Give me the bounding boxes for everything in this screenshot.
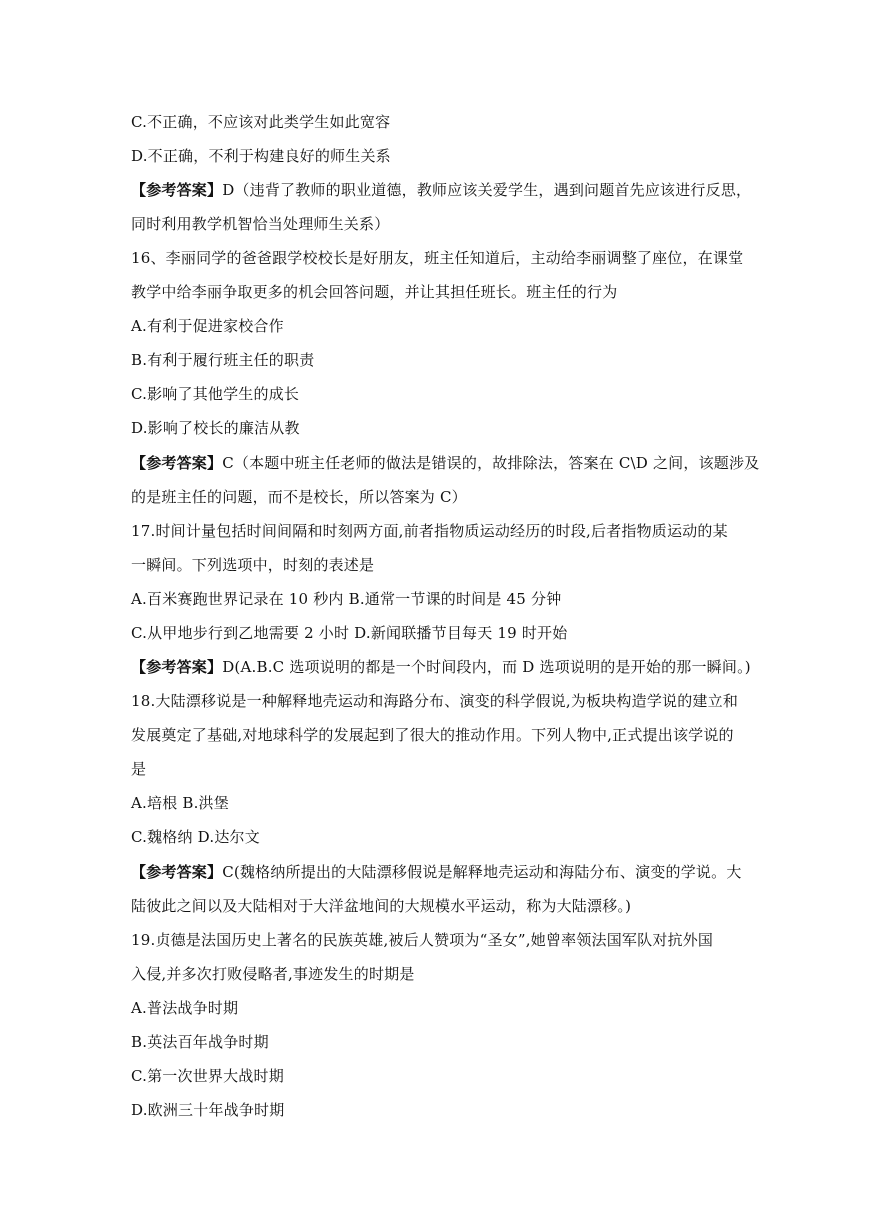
q15-option-c: C.不正确，不应该对此类学生如此宽容 [131,113,391,131]
q16-option-a: A.有利于促进家校合作 [131,317,284,335]
q15-answer-line-1 [131,180,751,200]
q19-option-d: D.欧洲三十年战争时期 [131,1101,285,1119]
q18-stem-line-3: 是 [131,760,147,778]
q17-options-ab: A.百米赛跑世界记录在 10 秒内 B.通常一节课的时间是 45 分钟 [131,590,562,608]
q19-stem-line-1: 19.贞德是法国历史上著名的民族英雄,被后人赞项为“圣女”,她曾率领法国军队对抗外国 [131,931,714,949]
q17-options-cd: C.从甲地步行到乙地需要 2 小时 D.新闻联播节目每天 19 时开始 [131,624,568,642]
q19-option-a: A.普法战争时期 [131,999,239,1017]
q16-stem-line-1: 16、李丽同学的爸爸跟学校校长是好朋友，班主任知道后，主动给李丽调整了座位，在课堂 [131,249,744,267]
q17-stem-line-1: 17.时间计量包括时间间隔和时刻两方面,前者指物质运动经历的时段,后者指物质运动的某 [131,522,728,540]
answer-label: 【参考答案】 [131,863,223,881]
answer-label: 【参考答案】 [131,658,223,676]
q17-stem-line-2: 一瞬间。下列选项中，时刻的表述是 [131,556,375,574]
q16-answer-line-2: 的是班主任的问题，而不是校长，所以答案为 C） [131,488,467,506]
q15-option-d: D.不正确，不利于构建良好的师生关系 [131,147,391,165]
q17-answer-line-1 [131,657,751,677]
q16-answer-line-1 [131,453,760,473]
q16-stem-line-2: 教学中给李丽争取更多的机会回答问题，并让其担任班长。班主任的行为 [131,283,618,301]
answer-label: 【参考答案】 [131,181,223,199]
q16-option-c: C.影响了其他学生的成长 [131,385,300,403]
q19-option-c: C.第一次世界大战时期 [131,1067,284,1085]
q15-answer-text: D（违背了教师的职业道德，教师应该关爱学生，遇到问题首先应该进行反思， [222,181,752,199]
q18-stem-line-1: 18.大陆漂移说是一种解释地壳运动和海路分布、演变的科学假说,为板块构造学说的建立和 [131,692,739,710]
q18-answer-line-1 [131,862,751,882]
q18-stem-line-2: 发展奠定了基础,对地球科学的发展起到了很大的推动作用。下列人物中,正式提出该学说的 [131,726,734,744]
q15-answer-line-2: 同时利用教学机智恰当处理师生关系） [131,215,390,233]
q19-option-b: B.英法百年战争时期 [131,1033,269,1051]
answer-label: 【参考答案】 [131,454,223,472]
q16-option-b: B.有利于履行班主任的职责 [131,351,315,369]
q18-options-cd: C.魏格纳 D.达尔文 [131,828,260,846]
q16-answer-text: C（本题中班主任老师的做法是错误的，故排除法，答案在 C\D 之间，该题涉及 [222,454,760,472]
q17-answer-text: D(A.B.C 选项说明的都是一个时间段内，而 D 选项说明的是开始的那一瞬间。) [222,658,751,676]
q18-answer-text: C(魏格纳所提出的大陆漂移假说是解释地壳运动和海陆分布、演变的学说。大 [222,863,742,881]
q19-stem-line-2: 入侵,并多次打败侵略者,事迹发生的时期是 [131,965,415,983]
q18-options-ab: A.培根 B.洪堡 [131,794,229,812]
q18-answer-line-2: 陆彼此之间以及大陆相对于大洋盆地间的大规模水平运动，称为大陆漂移。) [131,897,632,915]
q16-option-d: D.影响了校长的廉洁从教 [131,419,300,437]
